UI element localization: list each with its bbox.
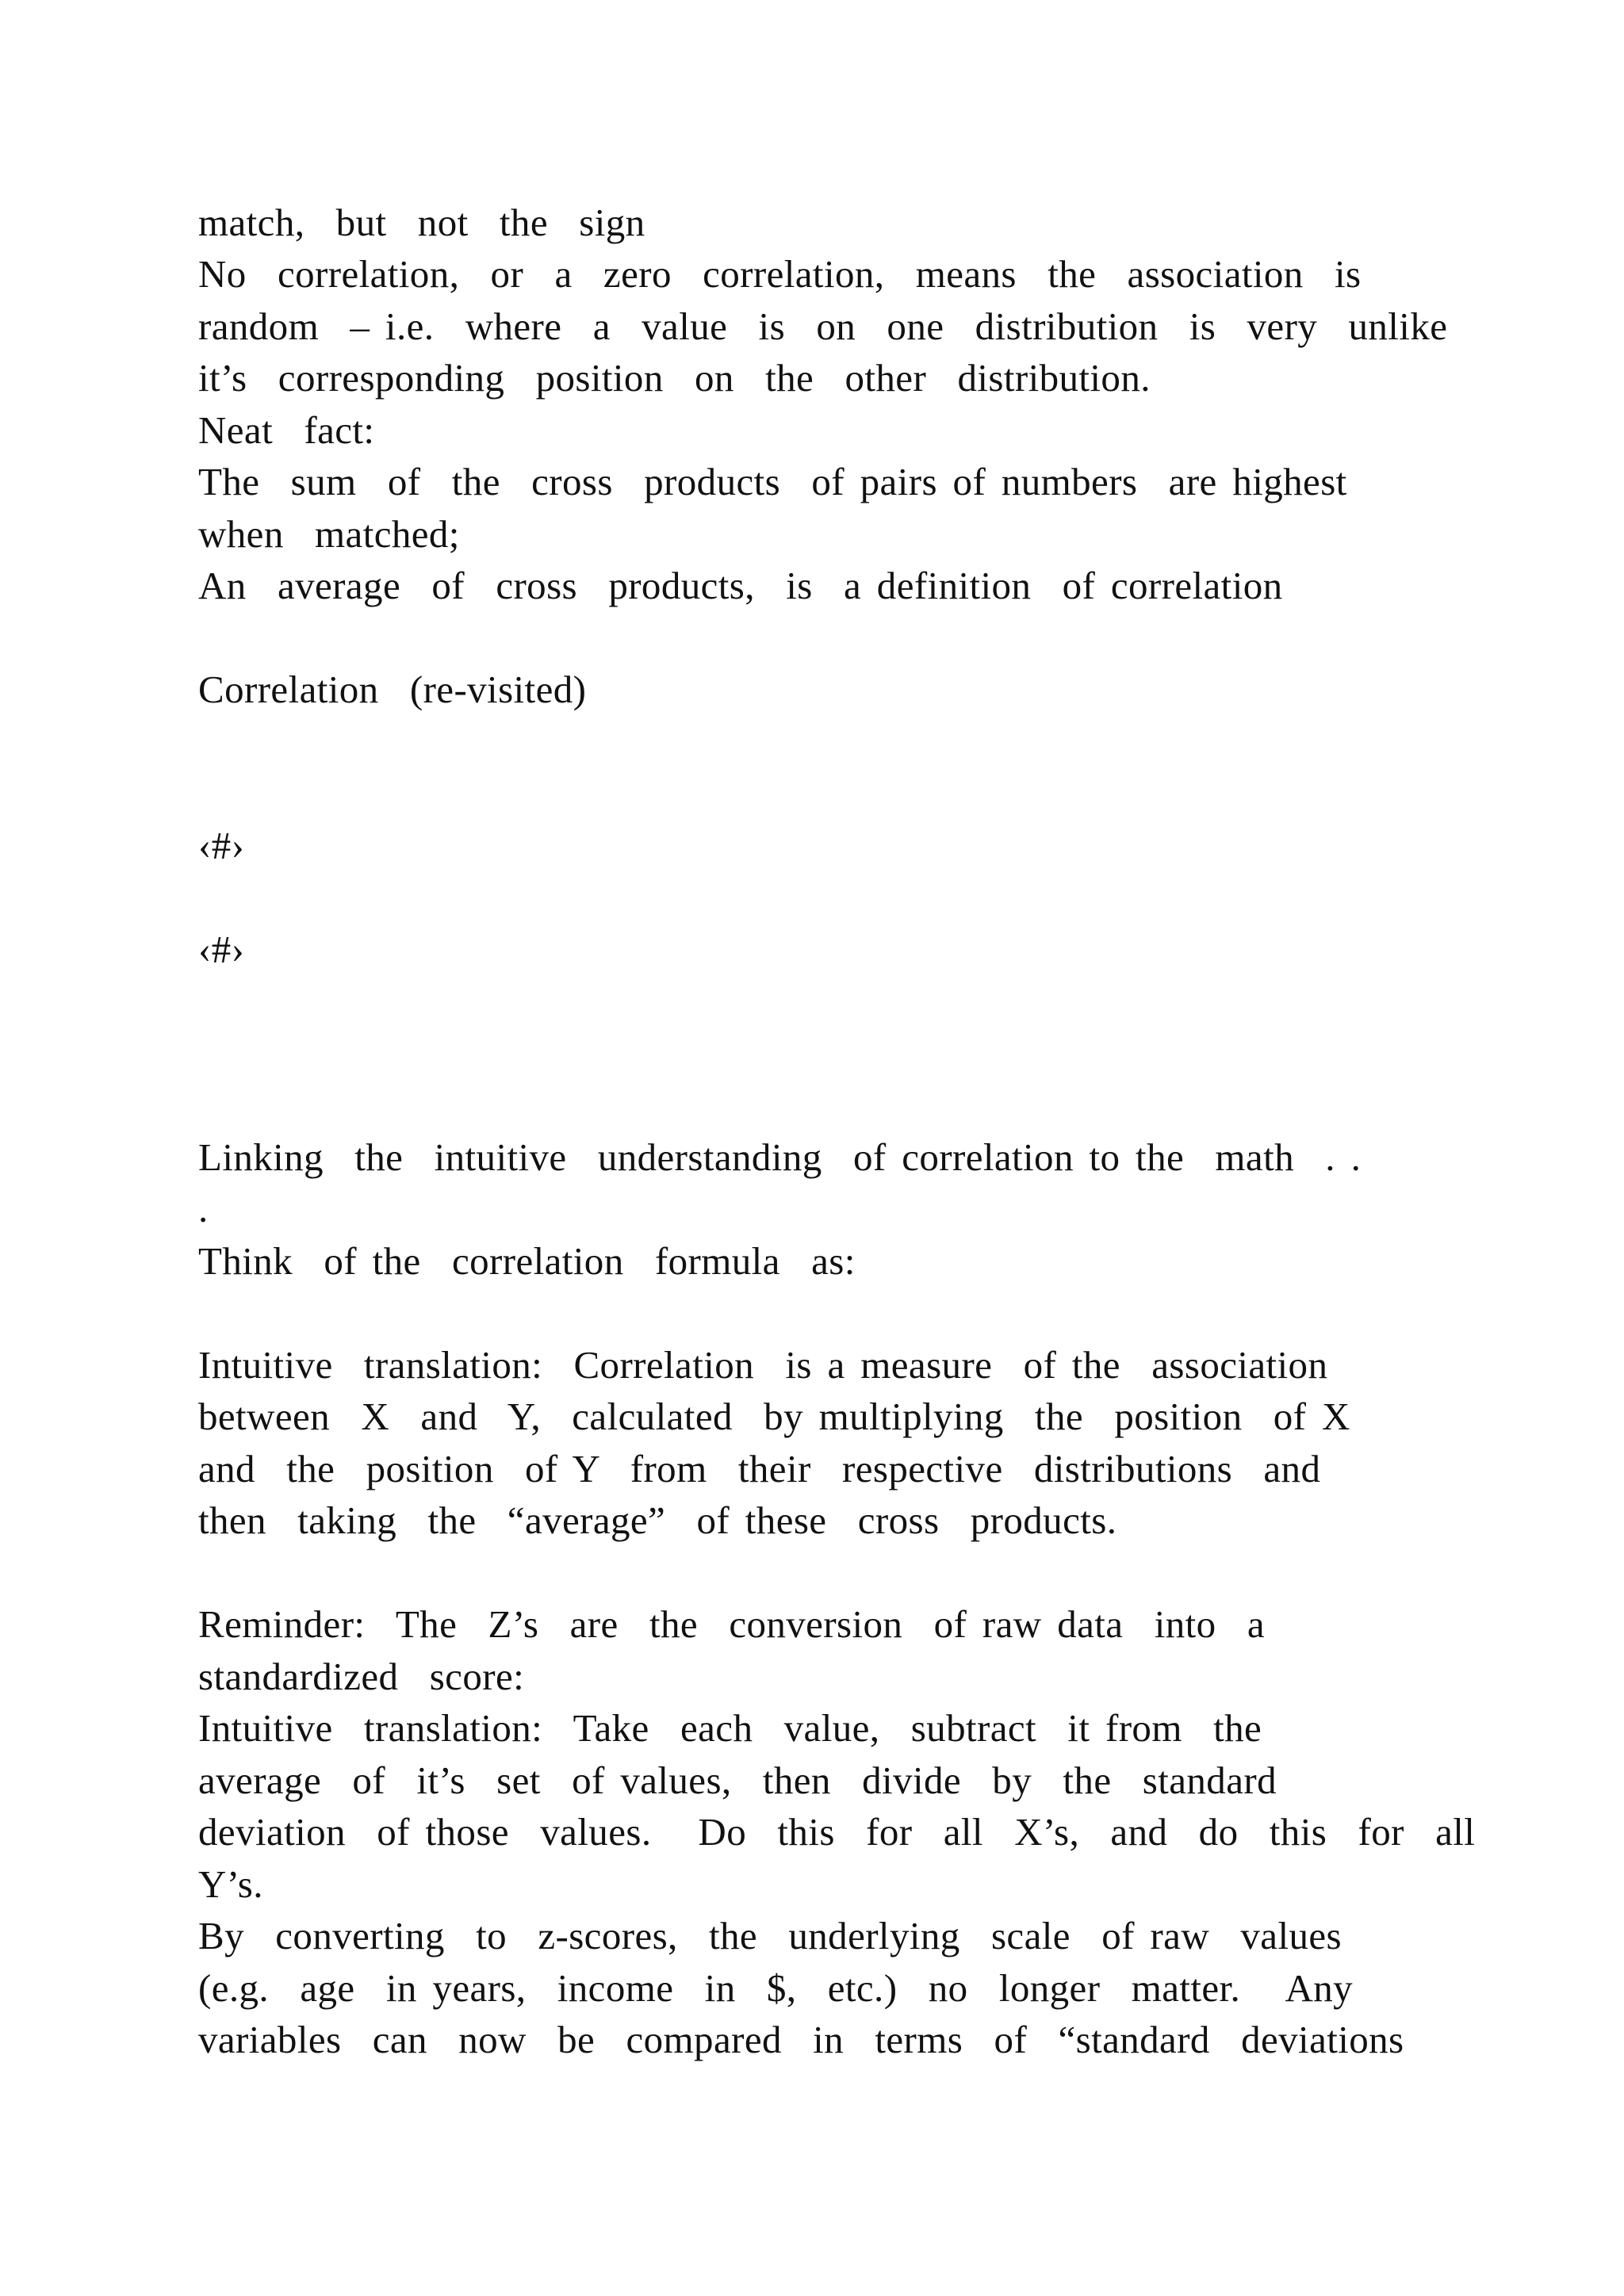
text-line: between X and Y, calculated by multiplying the position of X bbox=[198, 1395, 1350, 1438]
text-line: Intuitive translation: Correlation is a measure of the association bbox=[198, 1343, 1328, 1387]
text-line: deviation of those values. Do this for all X’s, and do this for all bbox=[198, 1810, 1476, 1854]
text-line: The sum of the cross products of pairs of numbers are highest bbox=[198, 460, 1347, 503]
text-line: (e.g. age in years, income in $, etc.) no longer matter. Any bbox=[198, 1966, 1354, 2010]
text-line: match, but not the sign bbox=[198, 201, 645, 244]
text-line: Neat fact: bbox=[198, 408, 375, 452]
text-line: An average of cross products, is a definition of correlation bbox=[198, 564, 1283, 607]
text-line: random – i.e. where a value is on one distribution is very unlike bbox=[198, 304, 1448, 348]
text-line: No correlation, or a zero correlation, means the association is bbox=[198, 252, 1362, 296]
text-line: . bbox=[198, 1187, 209, 1230]
slide-number-placeholder: ‹#› bbox=[198, 824, 245, 867]
text-line: standardized score: bbox=[198, 1655, 525, 1698]
text-line: Y’s. bbox=[198, 1862, 263, 1906]
text-line: it’s corresponding position on the other distribution. bbox=[198, 356, 1151, 400]
section-heading: Correlation (re-visited) bbox=[198, 668, 587, 711]
text-line: Think of the correlation formula as: bbox=[198, 1239, 856, 1283]
text-line: average of it’s set of values, then divide by the standard bbox=[198, 1758, 1277, 1802]
text-line: and the position of Y from their respective distributions and bbox=[198, 1447, 1321, 1490]
text-line: Intuitive translation: Take each value, subtract it from the bbox=[198, 1706, 1262, 1750]
text-line: variables can now be compared in terms of “standard deviations bbox=[198, 2018, 1404, 2061]
text-line: By converting to z-scores, the underlying scale of raw values bbox=[198, 1914, 1342, 1957]
text-line: when matched; bbox=[198, 512, 460, 556]
slide-number-placeholder: ‹#› bbox=[198, 928, 245, 971]
text-line: Linking the intuitive understanding of correlation to the math . . bbox=[198, 1135, 1362, 1179]
text-line: then taking the “average” of these cross products. bbox=[198, 1498, 1117, 1542]
text-line: Reminder: The Z’s are the conversion of raw data into a bbox=[198, 1602, 1265, 1646]
